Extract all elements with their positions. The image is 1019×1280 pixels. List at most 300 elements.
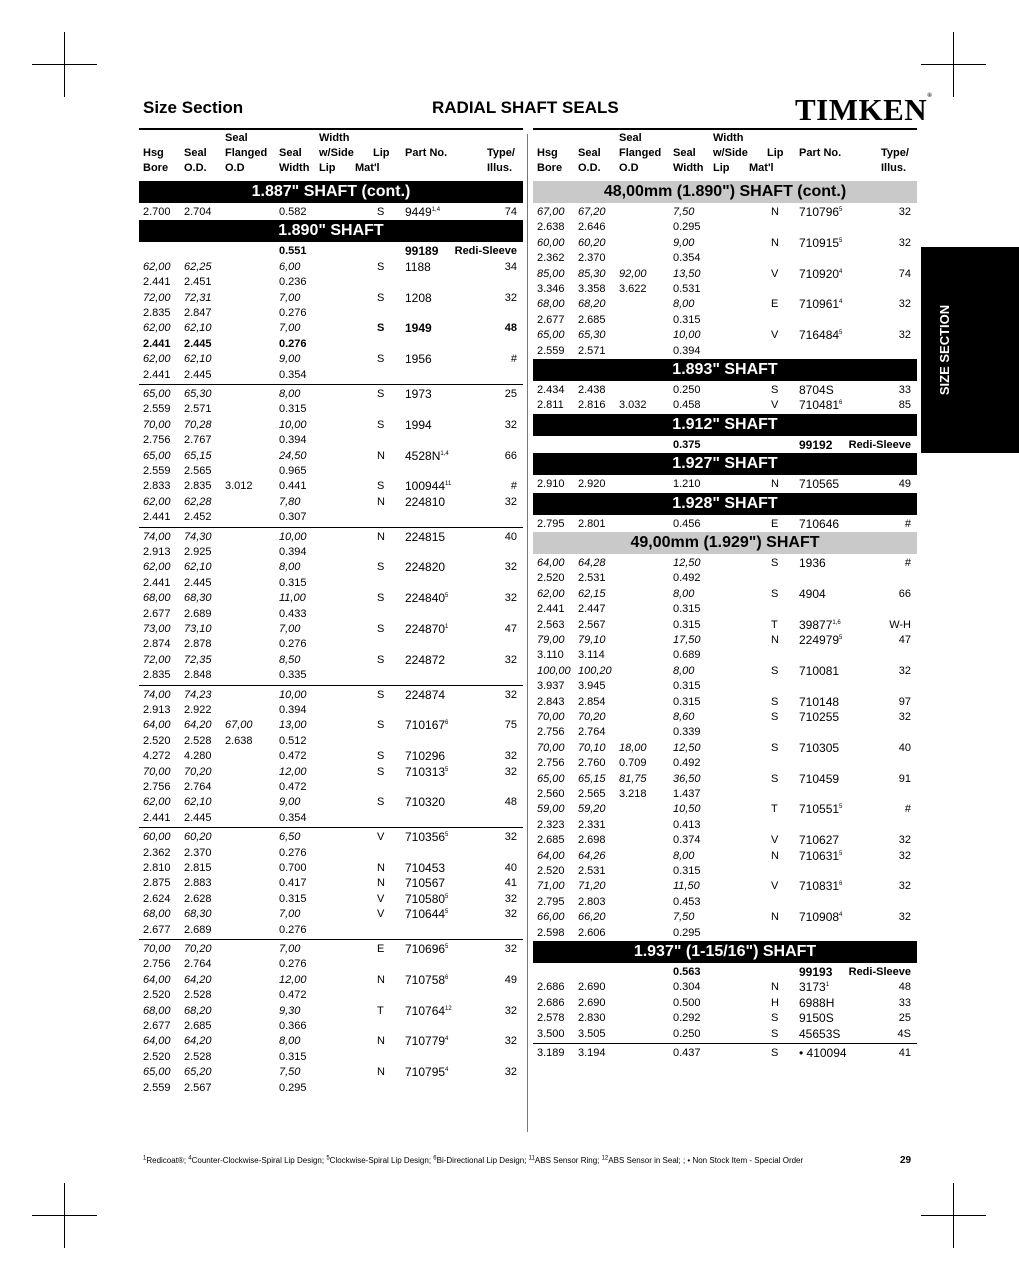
type-illus: 40	[504, 530, 517, 543]
cell: 65,00	[143, 1066, 171, 1079]
table-row	[139, 622, 523, 637]
table-row	[139, 545, 523, 560]
cell: 0.441	[279, 480, 307, 493]
cell: 62,10	[184, 353, 212, 366]
cell: 7,00	[279, 291, 301, 304]
cell: 12,50	[673, 557, 701, 569]
cell: 64,26	[578, 849, 606, 862]
part-number: • 410094	[799, 1046, 847, 1060]
table-row	[139, 244, 523, 259]
table-row	[139, 749, 523, 764]
footnote-ref: 1	[825, 982, 830, 989]
cell: 0.250	[673, 1027, 701, 1040]
cell: 66,20	[578, 911, 606, 924]
table-row	[139, 560, 523, 575]
cell: 2.567	[578, 618, 606, 631]
table-row	[533, 633, 917, 648]
cell: S	[771, 384, 779, 396]
table-row	[533, 517, 917, 532]
part-number: 1949	[405, 321, 432, 336]
table-row	[139, 495, 523, 510]
column-header: w/Side	[319, 147, 354, 159]
cell: 2.445	[184, 368, 212, 381]
cell: 0.366	[279, 1020, 307, 1032]
cell: 0.472	[279, 750, 307, 763]
part-number: 710551$^5$	[799, 802, 843, 817]
cell: 8,00	[673, 849, 695, 862]
cell: 2.677	[537, 313, 565, 326]
column-divider	[527, 134, 528, 1132]
cell: 13,00	[279, 719, 307, 732]
size-section-tab	[921, 247, 1019, 453]
cell: S	[377, 418, 385, 431]
cell: 2.878	[184, 638, 212, 651]
cell: 0.531	[673, 283, 701, 295]
table-row	[533, 965, 917, 980]
cell: 64,00	[143, 973, 171, 986]
tab-label: SIZE SECTION	[937, 304, 952, 396]
cell: 62,25	[184, 260, 212, 273]
cell: 68,30	[184, 592, 212, 605]
table-row	[139, 718, 523, 733]
table-row	[533, 741, 917, 756]
cell: 8,00	[673, 298, 695, 311]
cell: 0.700	[279, 862, 307, 874]
brand-name: TIMKEN	[795, 92, 928, 127]
column-header: Width	[319, 132, 350, 144]
type-illus: 32	[504, 418, 517, 431]
type-illus: 32	[504, 1066, 517, 1079]
cell: S	[771, 711, 779, 723]
cell: 62,15	[578, 587, 606, 600]
cell: 2.925	[184, 546, 212, 558]
cell: N	[771, 849, 779, 862]
cell: N	[377, 877, 385, 890]
cell: 65,00	[143, 388, 171, 400]
cell: 0.374	[673, 834, 701, 847]
cell: 2.848	[184, 669, 212, 682]
cell: 0.250	[673, 384, 701, 396]
cell: 17,50	[673, 634, 701, 646]
type-illus: 66	[898, 587, 911, 600]
row-separator	[139, 685, 523, 686]
cell: 0.335	[279, 669, 307, 682]
cell: S	[771, 557, 779, 569]
cell: N	[771, 911, 779, 924]
cell: 2.756	[537, 726, 565, 739]
type-illus: 32	[504, 908, 517, 921]
table-row	[533, 344, 917, 359]
table-row	[533, 996, 917, 1011]
cell: 0.453	[673, 895, 701, 908]
part-number: 99193	[799, 965, 833, 979]
cell: 2.704	[184, 206, 212, 218]
column-header: Mat'l	[749, 162, 774, 174]
cell: 100,20	[578, 664, 612, 677]
part-number: 710915$^5$	[799, 235, 843, 250]
cell: 2.756	[537, 757, 565, 770]
type-illus: #	[510, 353, 517, 366]
cell: S	[377, 480, 385, 493]
part-number: 224874	[405, 687, 446, 702]
cell: 0.375	[673, 438, 701, 451]
table-row	[533, 328, 917, 343]
cell: 2.795	[537, 895, 565, 908]
cell: 2.520	[537, 572, 565, 585]
cell: 2.795	[537, 517, 565, 530]
cell: S	[377, 206, 385, 218]
cell: S	[771, 695, 779, 708]
cell: 2.628	[184, 892, 212, 905]
cell: 0.315	[279, 892, 307, 905]
cell: S	[377, 592, 385, 605]
table-row	[139, 205, 523, 220]
table-row	[533, 1027, 917, 1042]
cell: 8,00	[673, 664, 695, 677]
cell: 85,00	[537, 267, 565, 280]
table-row	[533, 910, 917, 925]
table-row	[139, 653, 523, 668]
table-row	[139, 530, 523, 545]
table-row	[533, 980, 917, 995]
cell: 0.354	[279, 368, 307, 381]
part-number: 710567	[405, 876, 446, 891]
fn-text: Bi-Directional Lip Design;	[436, 1156, 529, 1165]
cell: 2.559	[537, 344, 565, 357]
table-row	[139, 402, 523, 417]
part-number: 710167$^6$	[405, 718, 449, 733]
table-row	[139, 811, 523, 826]
cell: S	[771, 1012, 779, 1025]
table-row	[533, 205, 917, 220]
cell: N	[377, 495, 385, 508]
cell: 2.922	[184, 704, 212, 716]
cell: 0.500	[673, 996, 701, 1009]
column-header: Mat'l	[355, 162, 380, 174]
type-illus: 4S	[897, 1027, 911, 1040]
cell: 62,00	[143, 561, 171, 574]
type-illus: 32	[898, 834, 911, 847]
cell: 62,10	[184, 796, 212, 809]
column-header: Type/	[487, 147, 515, 159]
type-illus: 32	[504, 592, 517, 605]
footnote-ref: 5	[445, 832, 449, 839]
cell: 70,20	[184, 943, 212, 955]
table-row	[533, 438, 917, 453]
type-illus: 32	[898, 206, 911, 218]
column-header: Seal	[184, 147, 207, 159]
cell: 60,00	[537, 236, 565, 249]
table-row	[139, 1004, 523, 1019]
cell: 6,50	[279, 831, 301, 844]
column-header: Seal	[673, 147, 696, 159]
cell: 2.362	[143, 846, 171, 859]
cell: 2.685	[184, 1020, 212, 1032]
cell: 0.276	[279, 638, 307, 651]
cell: 0.295	[673, 221, 701, 234]
part-number: 710481$^6$	[799, 398, 843, 413]
cell: 0.456	[673, 517, 701, 530]
footnote-ref: 12	[445, 1005, 452, 1012]
cell: 70,28	[184, 418, 212, 431]
footnote-ref: 4	[445, 1036, 449, 1043]
cell: 2.447	[578, 603, 606, 616]
type-illus: 74	[504, 206, 517, 218]
cell: 70,00	[143, 765, 171, 778]
cell: 2.913	[143, 546, 171, 558]
table-row	[139, 942, 523, 957]
crop-mark	[32, 1215, 97, 1216]
cell: 65,00	[143, 449, 171, 462]
cell: 2.767	[184, 434, 212, 447]
shaft-section-header: 48,00mm (1.890") SHAFT (cont.)	[533, 181, 917, 203]
cell: 2.441	[537, 603, 565, 616]
table-row	[533, 802, 917, 817]
cell: 2.913	[143, 704, 171, 716]
cell: 2.441	[143, 511, 171, 524]
footnote-ref: 5	[445, 893, 449, 900]
cell: S	[377, 796, 385, 809]
cell: 2.445	[184, 811, 212, 824]
type-illus: 41	[898, 1047, 911, 1059]
type-illus: 33	[898, 384, 911, 396]
cell: 60,00	[143, 831, 171, 844]
cell: 0.394	[279, 546, 307, 558]
cell: 2.638	[537, 221, 565, 234]
cell: 59,20	[578, 803, 606, 816]
table-row	[139, 988, 523, 1003]
cell: 2.875	[143, 877, 171, 890]
cell: 2.685	[578, 313, 606, 326]
cell: 2.756	[143, 781, 171, 793]
type-illus: 32	[504, 561, 517, 574]
part-number: 4904	[799, 586, 826, 601]
cell: 0.551	[279, 245, 307, 258]
table-row	[139, 1081, 523, 1096]
type-illus: 32	[898, 849, 911, 862]
part-number: 9449$^{1,4}$	[405, 205, 441, 219]
cell: V	[377, 892, 385, 905]
column-header: Bore	[143, 162, 169, 174]
type-illus: 32	[504, 1004, 517, 1017]
column-header: Illus.	[881, 162, 907, 174]
fn-text: Redicoat®;	[146, 1156, 189, 1165]
crop-mark	[921, 1215, 986, 1216]
cell: 73,00	[143, 623, 171, 635]
cell: 72,00	[143, 653, 171, 666]
crop-mark	[32, 64, 97, 65]
column-header: Lip	[767, 147, 784, 159]
cell: S	[377, 688, 385, 701]
part-number: 710453	[405, 861, 446, 875]
table-row	[533, 251, 917, 266]
cell: 2.323	[537, 818, 565, 831]
cell: 3.189	[537, 1047, 565, 1059]
table-row	[533, 297, 917, 312]
cell: 2.559	[143, 465, 171, 477]
cell: 0.276	[279, 923, 307, 936]
table-row	[139, 973, 523, 988]
page-number: 29	[900, 1155, 912, 1166]
cell: 0.304	[673, 981, 701, 994]
cell: 2.843	[537, 695, 565, 708]
cell: 0.354	[279, 811, 307, 824]
cell: S	[377, 353, 385, 366]
type-illus: 32	[504, 831, 517, 844]
cell: S	[771, 1027, 779, 1040]
part-number: 716484$^5$	[799, 328, 843, 343]
cell: 2.646	[578, 221, 606, 234]
table-row	[533, 571, 917, 586]
cell: 7,00	[279, 943, 301, 955]
cell: 72,35	[184, 653, 212, 666]
part-number: 1994	[405, 417, 432, 432]
cell: 0.689	[673, 649, 701, 662]
cell: 8,50	[279, 653, 301, 666]
cell: 2.811	[537, 399, 564, 412]
cell: 2.801	[578, 517, 606, 530]
cell: 2.677	[143, 923, 171, 936]
cell: 2.441	[143, 811, 171, 824]
table-row	[139, 795, 523, 810]
type-illus: 32	[504, 688, 517, 701]
cell: S	[377, 388, 385, 400]
cell: 8,00	[279, 388, 301, 400]
table-row	[139, 957, 523, 972]
footnote-ref: 11	[445, 481, 452, 488]
cell: 74,30	[184, 530, 212, 543]
cell: 2.764	[184, 958, 212, 971]
cell: 2.830	[578, 1012, 606, 1025]
type-illus: 32	[898, 664, 911, 677]
part-number: 710920$^4$	[799, 266, 843, 281]
cell: 0.307	[279, 511, 307, 524]
cell: 2.835	[143, 669, 171, 682]
cell: 2.563	[537, 618, 565, 631]
cell: 70,00	[537, 711, 565, 723]
type-illus: 75	[504, 719, 517, 732]
table-row	[533, 383, 917, 398]
footnote-ref: 5	[839, 850, 843, 857]
cell: 67,20	[578, 206, 606, 218]
footnote-ref: 5	[839, 804, 843, 811]
cell: 64,00	[537, 557, 565, 569]
part-number: 1188	[405, 259, 431, 274]
cell: 62,00	[143, 260, 171, 273]
table-row	[533, 664, 917, 679]
table-row	[533, 556, 917, 571]
cell: 0.339	[673, 726, 701, 739]
cell: 85,30	[578, 267, 606, 280]
table-row	[533, 864, 917, 879]
cell: 2.370	[578, 252, 606, 265]
table-row	[139, 576, 523, 591]
cell: 2.690	[578, 981, 606, 994]
cell: 2.883	[184, 877, 212, 890]
table-row	[139, 321, 523, 336]
cell: 70,20	[184, 765, 212, 778]
table-row	[139, 418, 523, 433]
column-header: O.D.	[578, 162, 601, 174]
column-header: O.D	[225, 162, 245, 174]
type-illus: 91	[898, 772, 911, 785]
type-illus: Redi-Sleeve	[848, 966, 911, 978]
type-illus: 47	[504, 623, 517, 635]
cell: S	[377, 623, 385, 635]
cell: 2.764	[184, 781, 212, 793]
cell: 2.528	[184, 989, 212, 1002]
type-illus: 48	[504, 796, 517, 809]
part-number: 710961$^4$	[799, 297, 843, 312]
cell: 2.445	[184, 337, 212, 350]
cell: N	[377, 973, 385, 986]
cell: N	[377, 1035, 385, 1048]
table-row	[533, 618, 917, 633]
cell: 64,20	[184, 973, 212, 986]
cell: 3.218	[619, 788, 647, 800]
table-row	[139, 765, 523, 780]
table-row	[533, 648, 917, 663]
cell: S	[771, 741, 779, 754]
table-row	[533, 926, 917, 941]
part-number: 224870$^1$	[405, 622, 449, 636]
type-illus: 40	[504, 862, 517, 874]
table-row	[139, 830, 523, 845]
cell: 2.756	[143, 434, 171, 447]
cell: 0.276	[279, 337, 307, 350]
type-illus: 32	[898, 298, 911, 311]
cell: 2.833	[143, 480, 171, 493]
cell: 3.032	[619, 399, 647, 412]
cell: 7,50	[279, 1066, 301, 1079]
table-row	[533, 833, 917, 848]
cell: 11,50	[673, 880, 700, 893]
column-header: Width	[673, 162, 704, 174]
footnote	[143, 1156, 803, 1165]
cell: 73,10	[184, 623, 212, 635]
part-number: 6988H	[799, 995, 835, 1010]
cell: 3.110	[537, 649, 564, 662]
table-row	[139, 275, 523, 290]
part-number: 99192	[799, 437, 833, 452]
cell: 2.452	[184, 511, 212, 524]
table-row	[533, 282, 917, 297]
type-illus: 40	[898, 741, 911, 754]
cell: 2.606	[578, 926, 606, 939]
table-row	[533, 477, 917, 492]
cell: 0.295	[673, 926, 701, 939]
cell: 0.315	[673, 695, 701, 708]
part-number: $4528N^{1,4}$	[405, 448, 449, 463]
type-illus: 25	[898, 1012, 911, 1025]
cell: T	[771, 803, 778, 816]
cell: 2.528	[184, 734, 212, 747]
cell: 2.559	[143, 1081, 171, 1094]
cell: 7,80	[279, 495, 301, 508]
cell: 2.441	[143, 337, 171, 350]
cell: 0.492	[673, 572, 701, 585]
cell: S	[377, 561, 385, 574]
table-row	[533, 220, 917, 235]
type-illus: 32	[504, 750, 517, 763]
type-illus: 32	[898, 711, 911, 723]
type-illus: 49	[504, 973, 517, 986]
cell: V	[377, 831, 385, 844]
cell: 0.458	[673, 399, 701, 412]
type-illus: 32	[504, 495, 517, 508]
table-row	[533, 313, 917, 328]
cell: 2.520	[143, 989, 171, 1002]
